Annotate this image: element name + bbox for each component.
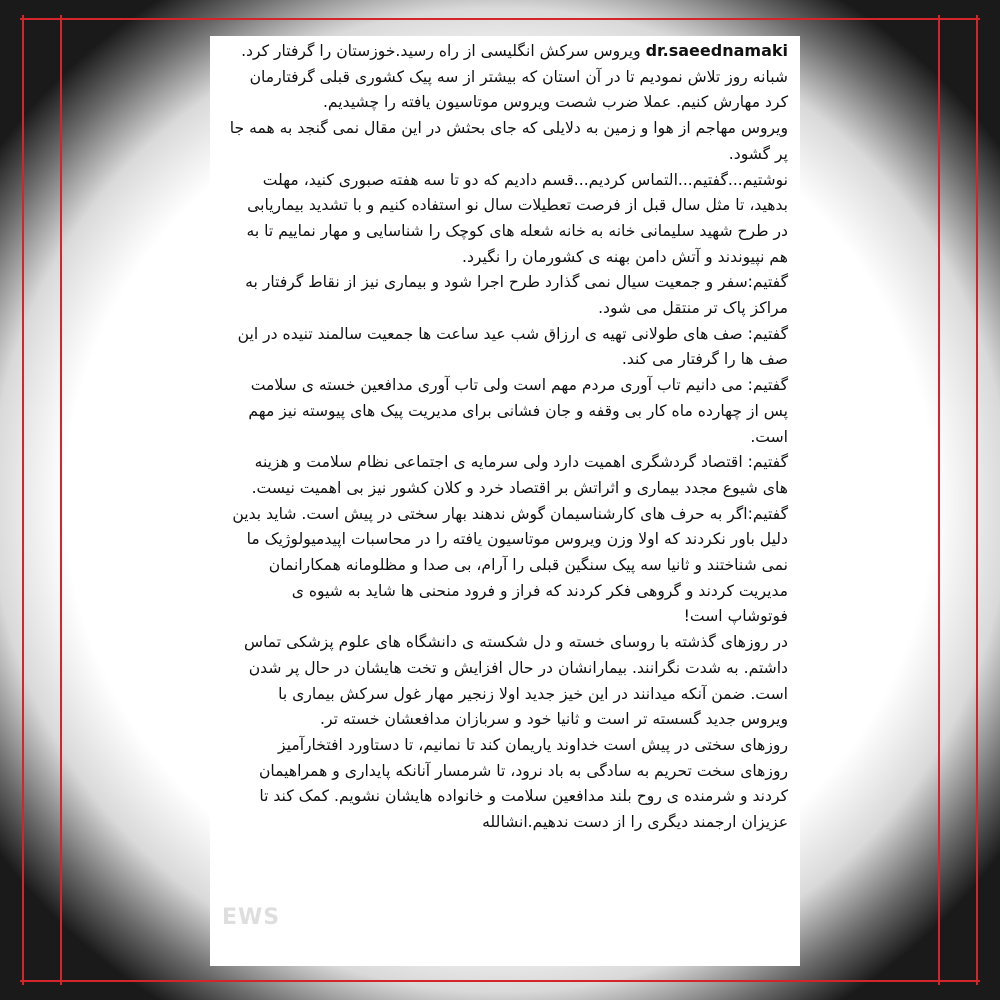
post-username[interactable]: dr.saeednamaki [645, 41, 788, 60]
post-paragraph: گفتیم: اقتصاد گردشگری اهمیت دارد ولی سرمایه ی اجتماعی نظام سلامت و هزینه های شیوع مجدد بیماری و اثراتش بر اقتصاد خرد و کلان کشور نیز بی اهمیت نیست. [251, 453, 788, 497]
frame-line-bottom [20, 980, 980, 982]
post-paragraph: در روزهای گذشته با روسای خسته و دل شکسته ی دانشگاه های علوم پزشکی تماس داشتم. به شدت نگرانند. بیمارانشان در حال افزایش و تخت هایشان در حال پر شدن است. ضمن آنکه میدانند در این خیز جدید اولا زنجیر مهار غول سرکش بیماری با ویروس جدید گسسته تر است و ثانیا خود و سربازان مدافعشان خسته تر. [243, 633, 788, 729]
post-paragraph: ویروس مهاجم از هوا و زمین به دلایلی که جای بحثش در این مقال نمی گنجد به همه جا پر گشود. [229, 119, 788, 163]
frame-line-right [976, 15, 978, 985]
news-watermark: EWS [222, 905, 281, 930]
post-caption [228, 38, 788, 836]
post-paragraph [228, 38, 788, 116]
paragraph-text: ویروس سرکش انگلیسی از راه رسید.خوزستان را گرفتار کرد. شبانه روز تلاش نمودیم تا در آن استان که بیشتر از سه پیک کشوری قبلی گرفتارمان کرد مهارش کنیم. عملا ضرب شصت ویروس موتاسیون یافته را چشیدیم. [241, 42, 788, 112]
post-paragraph: گفتیم: می دانیم تاب آوری مردم مهم است ولی تاب آوری مدافعین خسته ی سلامت پس از چهارده ماه کار بی وقفه و جان فشانی برای مدیریت پیک های پیوسته نیز مهم است. [248, 376, 788, 446]
frame-line-inner-right [938, 15, 940, 985]
frame-line-inner-left [60, 15, 62, 985]
post-paragraph: گفتیم:سفر و جمعیت سیال نمی گذارد طرح اجرا شود و بیماری نیز از نقاط گرفتار به مراکز پاک تر منتقل می شود. [245, 273, 788, 318]
post-paragraph: گفتیم:اگر به حرف های کارشناسیمان گوش ندهند بهار سختی در پیش است. شاید بدین دلیل باور نکردند که اولا وزن ویروس موتاسیون یافته را در محاسبات اپیدمیولوژیک ما نمی شناختند و ثانیا سه پیک سنگین قبلی را آرام، بی صدا و مظلومانه همکارانمان مدیریت کردند و گروهی فکر کردند که فراز و فرود منحنی ها شاید به شیوه ی فوتوشاپ است! [232, 504, 788, 626]
post-paragraph: نوشتیم...گفتیم...التماس کردیم...قسم دادیم که دو تا سه هفته صبوری کنید، مهلت بدهید، تا مثل سال قبل از فرصت تعطیلات سال نو استفاده کنیم و با تشدید بیماریابی در طرح شهید سلیمانی خانه به خانه شعله های کوچک را شناسایی و مهار نماییم تا به هم نپیوندند و آتش دامن بهنه ی کشورمان را نگیرد. [246, 170, 788, 266]
post-paragraph: گفتیم: صف های طولانی تهیه ی ارزاق شب عید ساعت ها جمعیت سالمند تنیده در این صف ها را گرفتار می کند. [237, 324, 788, 369]
frame-line-top [20, 18, 980, 20]
frame-line-left [22, 15, 24, 985]
post-paragraph: روزهای سختی در پیش است خداوند یاریمان کند تا نمانیم، تا دستاورد افتخارآمیز روزهای سخت تحریم به سادگی به باد نرود، تا شرمسار آنانکه پایداری و همراهیمان کردند و شرمنده ی روح بلند مدافعین سلامت و خانواده هایشان نشویم. کمک کند تا عزیزان ارجمند دیگری را از دست ندهیم.انشالله [258, 735, 788, 832]
